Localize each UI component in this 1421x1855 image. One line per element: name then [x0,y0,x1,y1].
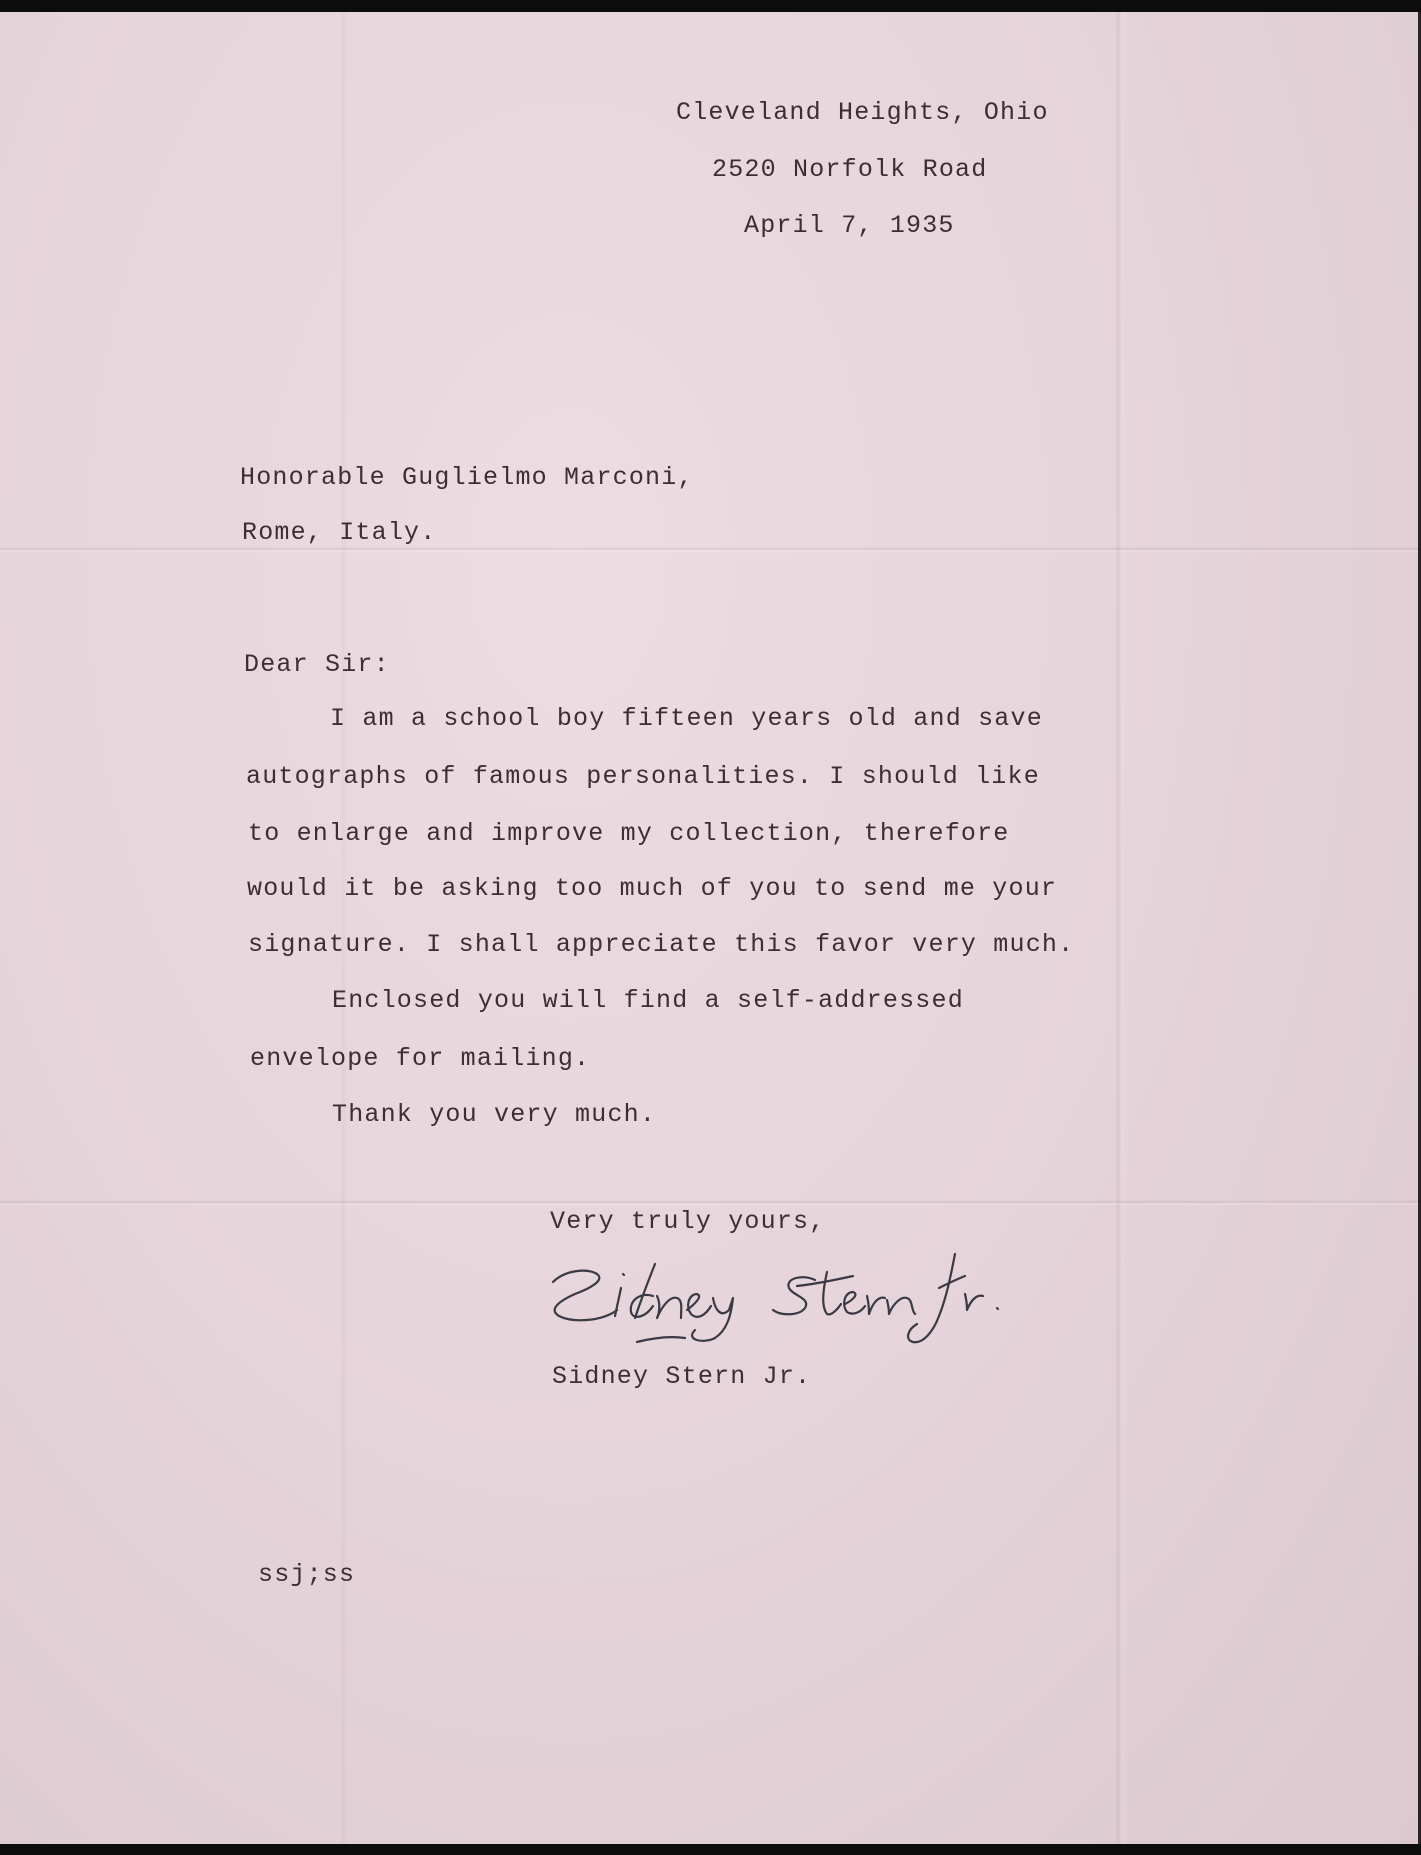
handwritten-signature [535,1244,1075,1354]
body-line: Enclosed you will find a self-addressed [332,986,964,1015]
closing: Very truly yours, [550,1207,826,1236]
heading-street: 2520 Norfolk Road [712,155,988,184]
fold-crease [0,547,1421,553]
body-line: signature. I shall appreciate this favor very much. [248,930,1075,959]
recipient-name: Honorable Guglielmo Marconi, [240,463,694,492]
salutation: Dear Sir: [244,650,390,679]
body-line: would it be asking too much of you to send me your [247,874,1058,903]
fold-crease [0,1200,1421,1206]
heading-city: Cleveland Heights, Ohio [676,98,1049,127]
recipient-location: Rome, Italy. [242,518,437,547]
heading-date: April 7, 1935 [744,211,955,240]
body-line: to enlarge and improve my collection, therefore [248,819,1010,848]
typed-name: Sidney Stern Jr. [552,1362,812,1391]
body-line: I am a school boy fifteen years old and save [330,704,1043,733]
body-line: autographs of famous personalities. I should like [246,762,1040,791]
typist-initials: ssj;ss [258,1560,356,1589]
body-line: envelope for mailing. [250,1044,591,1073]
body-line: Thank you very much. [332,1100,657,1129]
letter-page [0,12,1421,1844]
